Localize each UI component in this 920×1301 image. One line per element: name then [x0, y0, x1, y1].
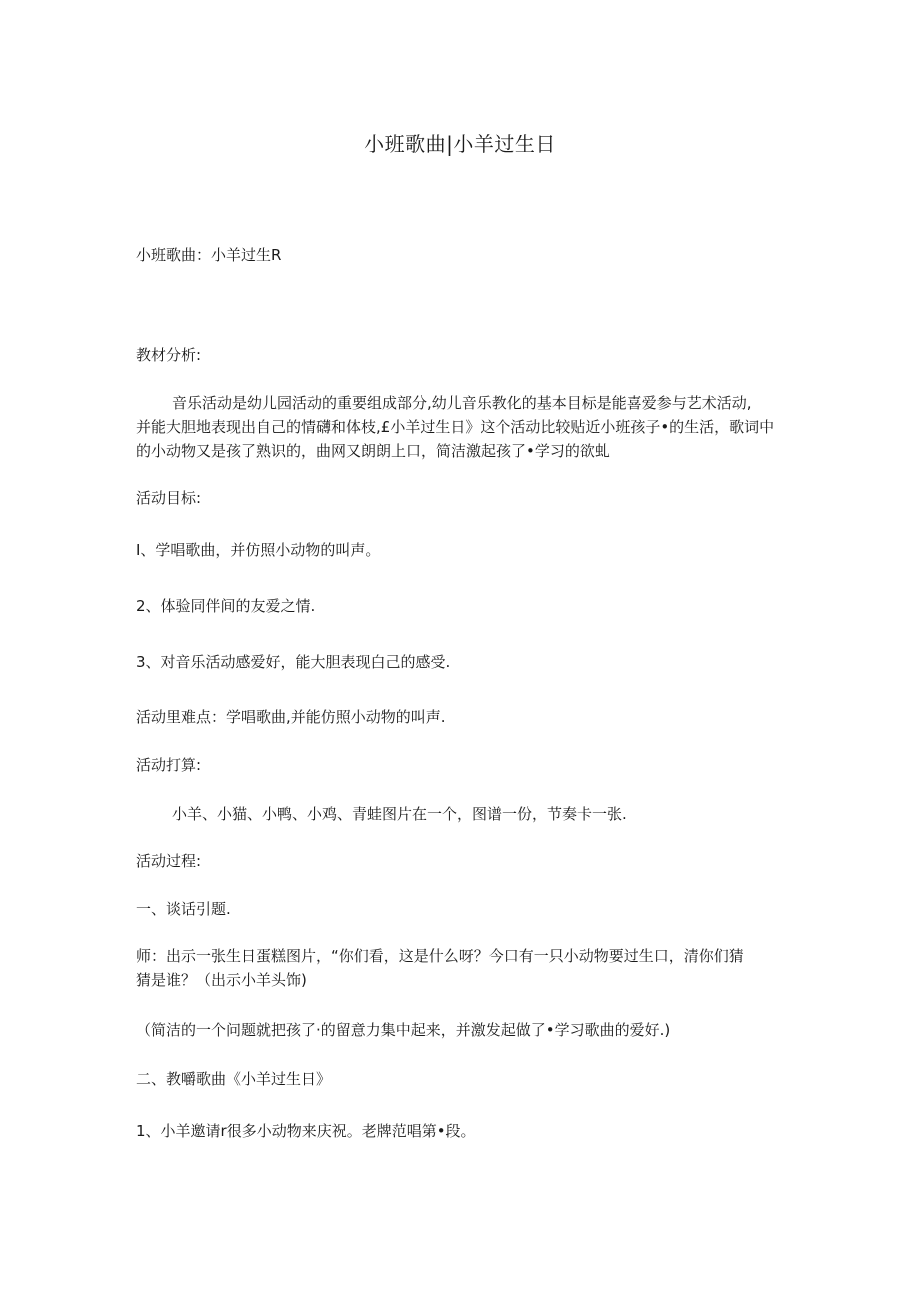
step1-heading: 一、谈话引题. — [136, 900, 231, 918]
goals-heading: 活动目标: — [136, 489, 202, 507]
analysis-line: 并能大胆地表现出自己的情礴和体枝,£小羊过生日》这个活动比较贴近小班孩子•的生活，歌词中 — [136, 418, 775, 436]
analysis-line: 的小动物又是孩了熟识的，曲网又朗朗上口，简洁激起孩了•学习的欲虬 — [136, 442, 610, 460]
goal-item: 2、体验同伴间的友爱之情. — [136, 597, 316, 615]
analysis-paragraph — [136, 391, 786, 463]
teacher-line: 猜是谁？（出示小羊头饰) — [136, 971, 307, 989]
goal-item: 3、对音乐活动感爱好，能大胆表现白己的感受. — [136, 653, 451, 671]
step2-item: 1、小羊邀请r很多小动物来庆祝。老牌范唱第•段。 — [136, 1122, 476, 1140]
prep-text: 小羊、小猫、小鸭、小鸡、青蛙图片在一个，图谱一份，节奏卡一张. — [172, 805, 627, 823]
analysis-line: 音乐活动是幼儿园活动的重要组成部分,幼儿音乐教化的基本目标是能喜爱参与艺术活动, — [172, 394, 752, 412]
document-title: 小班歌曲|小羊过生日 — [364, 132, 556, 156]
goal-item: I、学唱歌曲，并仿照小动物的叫声。 — [136, 541, 381, 559]
analysis-heading: 教材分析: — [136, 346, 202, 364]
subtitle: 小班歌曲：小羊过生R — [136, 246, 282, 264]
key-points: 活动里难点：学唱歌曲,并能仿照小动物的叫声. — [136, 708, 446, 726]
teacher-line: 师：出示一张生日蛋糕图片，“你们看，这是什么呀？今口有一只小动物要过生口，清你们猜 — [136, 947, 744, 965]
note-text: （简洁的一个问题就把孩了·的留意力集中起来，并激发起做了•学习歌曲的爱好.) — [136, 1021, 671, 1039]
prep-heading: 活动打算: — [136, 756, 202, 774]
step2-heading: 二、教嚼歌曲《小羊过生日》 — [136, 1070, 332, 1088]
teacher-paragraph — [136, 944, 786, 992]
process-heading: 活动过程: — [136, 852, 202, 870]
